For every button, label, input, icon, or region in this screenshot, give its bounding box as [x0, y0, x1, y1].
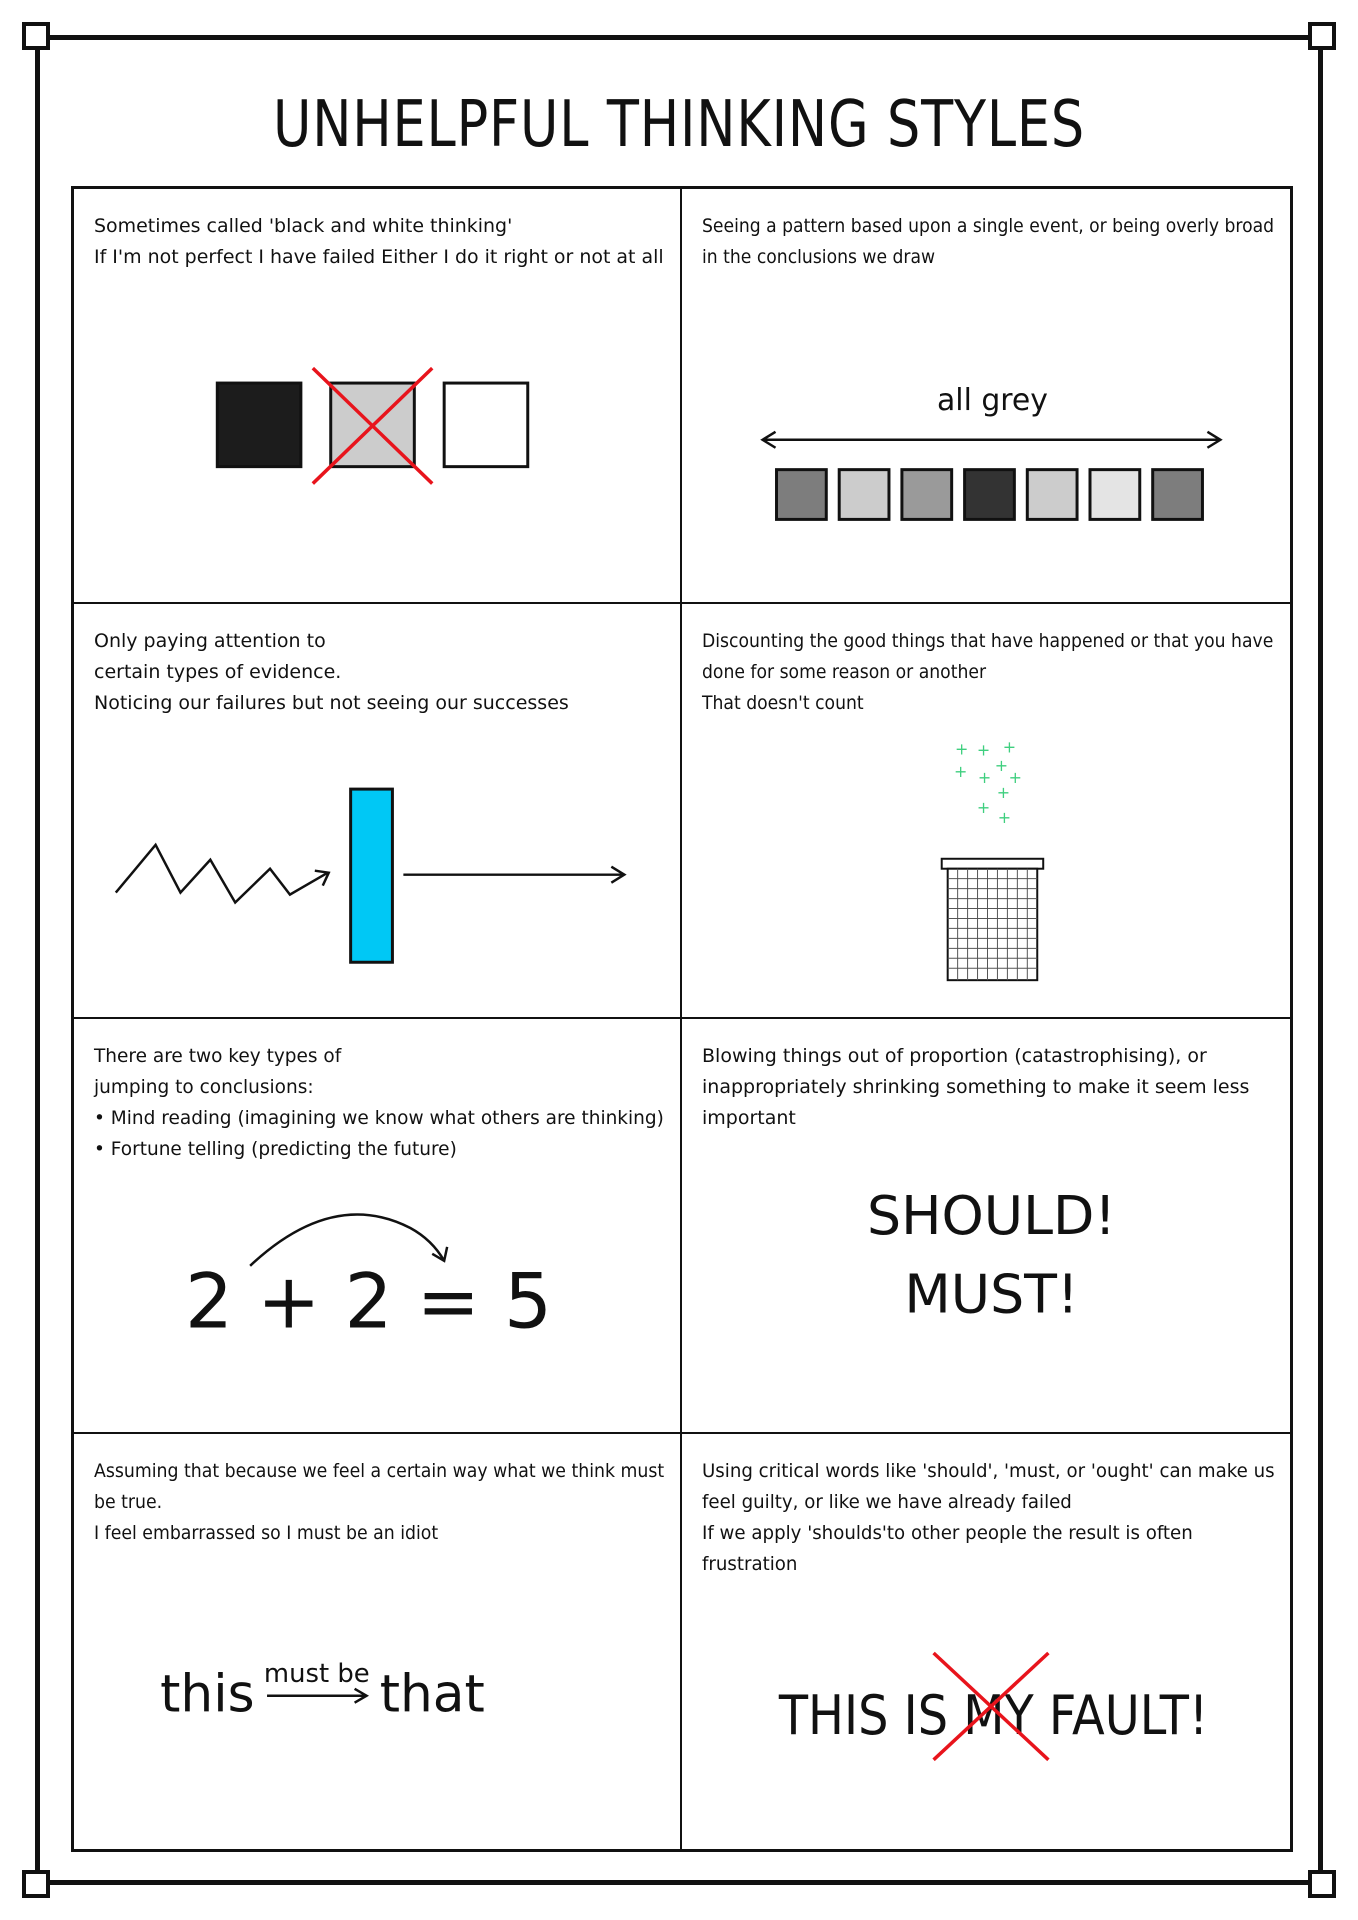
svg-text:+: + — [997, 807, 1012, 827]
description-line: inappropriately shrinking something to make it seem less — [702, 1076, 1250, 1098]
that-word: that — [379, 1664, 485, 1725]
svg-text:+: + — [1008, 768, 1023, 788]
plus-signs — [954, 737, 1022, 827]
cell-disqualifying-positive — [682, 604, 1290, 1019]
description-line: If we apply 'shoulds'to other people the result is often — [702, 1522, 1193, 1544]
bin-with-pluses-icon — [682, 604, 1290, 1017]
grey-squares-arrow-icon — [682, 189, 1290, 602]
page-title: UNHELPFUL THINKING STYLES — [272, 88, 1086, 162]
this-is-my-fault-icon — [682, 1434, 1290, 1849]
description-line: I feel embarrassed so I must be an idiot — [94, 1522, 439, 1544]
description-line: frustration — [702, 1553, 798, 1575]
cell-emotional-reasoning — [74, 1434, 682, 1849]
must-word: MUST! — [904, 1262, 1079, 1326]
fault-phrase: THIS IS FAULT! — [778, 1683, 1231, 1747]
should-word: SHOULD! — [867, 1183, 1116, 1247]
corner-marker-bottom-right — [1308, 1870, 1336, 1898]
svg-text:+: + — [954, 739, 969, 759]
zigzag-filter-arrow-icon — [74, 604, 680, 1017]
description-line: There are two key types of — [94, 1045, 342, 1067]
description-line: That doesn't count — [702, 692, 864, 714]
description-line: be true. — [94, 1491, 163, 1513]
cell-overgeneralising — [682, 189, 1290, 604]
svg-text:+: + — [977, 768, 992, 788]
description-line: feel guilty, or like we have already failed — [702, 1491, 1072, 1513]
description-line: important — [702, 1107, 796, 1129]
curved-arrow-icon — [74, 1019, 680, 1432]
this-must-be-that-icon — [74, 1434, 680, 1849]
description-line: Only paying attention to — [94, 630, 326, 652]
description-line: • Mind reading (imagining we know what others are thinking) — [94, 1107, 664, 1129]
corner-marker-top-right — [1308, 22, 1336, 50]
this-word: this — [160, 1664, 255, 1725]
cell-should-statements — [682, 1434, 1290, 1849]
cell-mental-filter — [74, 604, 682, 1019]
cell-all-or-nothing — [74, 189, 682, 604]
equation-text: 2 + 2 = 5 — [184, 1257, 553, 1346]
svg-text:+: + — [996, 783, 1011, 803]
cell-jumping-to-conclusions — [74, 1019, 682, 1434]
cell-magnification — [682, 1019, 1290, 1434]
description-line: If I'm not perfect I have failed Either I do it right or not at all — [94, 246, 664, 268]
description-line: Seeing a pattern based upon a single event, or being overly broad — [702, 215, 1275, 237]
svg-text:+: + — [976, 740, 991, 760]
description-line: certain types of evidence. — [94, 661, 342, 683]
svg-text:+: + — [976, 797, 991, 817]
should-must-words — [682, 1019, 1290, 1432]
corner-marker-bottom-left — [22, 1870, 50, 1898]
description-line: Using critical words like 'should', 'must, or 'ought' can make us — [702, 1460, 1275, 1482]
three-squares-crossed-icon — [74, 189, 680, 602]
description-line: Sometimes called 'black and white thinking' — [94, 215, 513, 237]
all-grey-label: all grey — [936, 382, 1048, 418]
description-line: • Fortune telling (predicting the future) — [94, 1138, 457, 1160]
description-line: Assuming that because we feel a certain way what we think must — [94, 1460, 665, 1482]
svg-text:+: + — [994, 756, 1009, 776]
description-line: Discounting the good things that have happened or that you have — [702, 630, 1274, 652]
svg-text:+: + — [1002, 737, 1017, 757]
svg-text:+: + — [953, 762, 968, 782]
description-line: Noticing our failures but not seeing our successes — [94, 692, 569, 714]
thinking-styles-grid — [71, 186, 1293, 1852]
description-line: in the conclusions we draw — [702, 246, 936, 268]
description-line: done for some reason or another — [702, 661, 987, 683]
corner-marker-top-left — [22, 22, 50, 50]
description-line: Blowing things out of proportion (catastrophising), or — [702, 1045, 1207, 1067]
must-be-label: must be — [263, 1658, 370, 1689]
description-line: jumping to conclusions: — [94, 1076, 314, 1098]
